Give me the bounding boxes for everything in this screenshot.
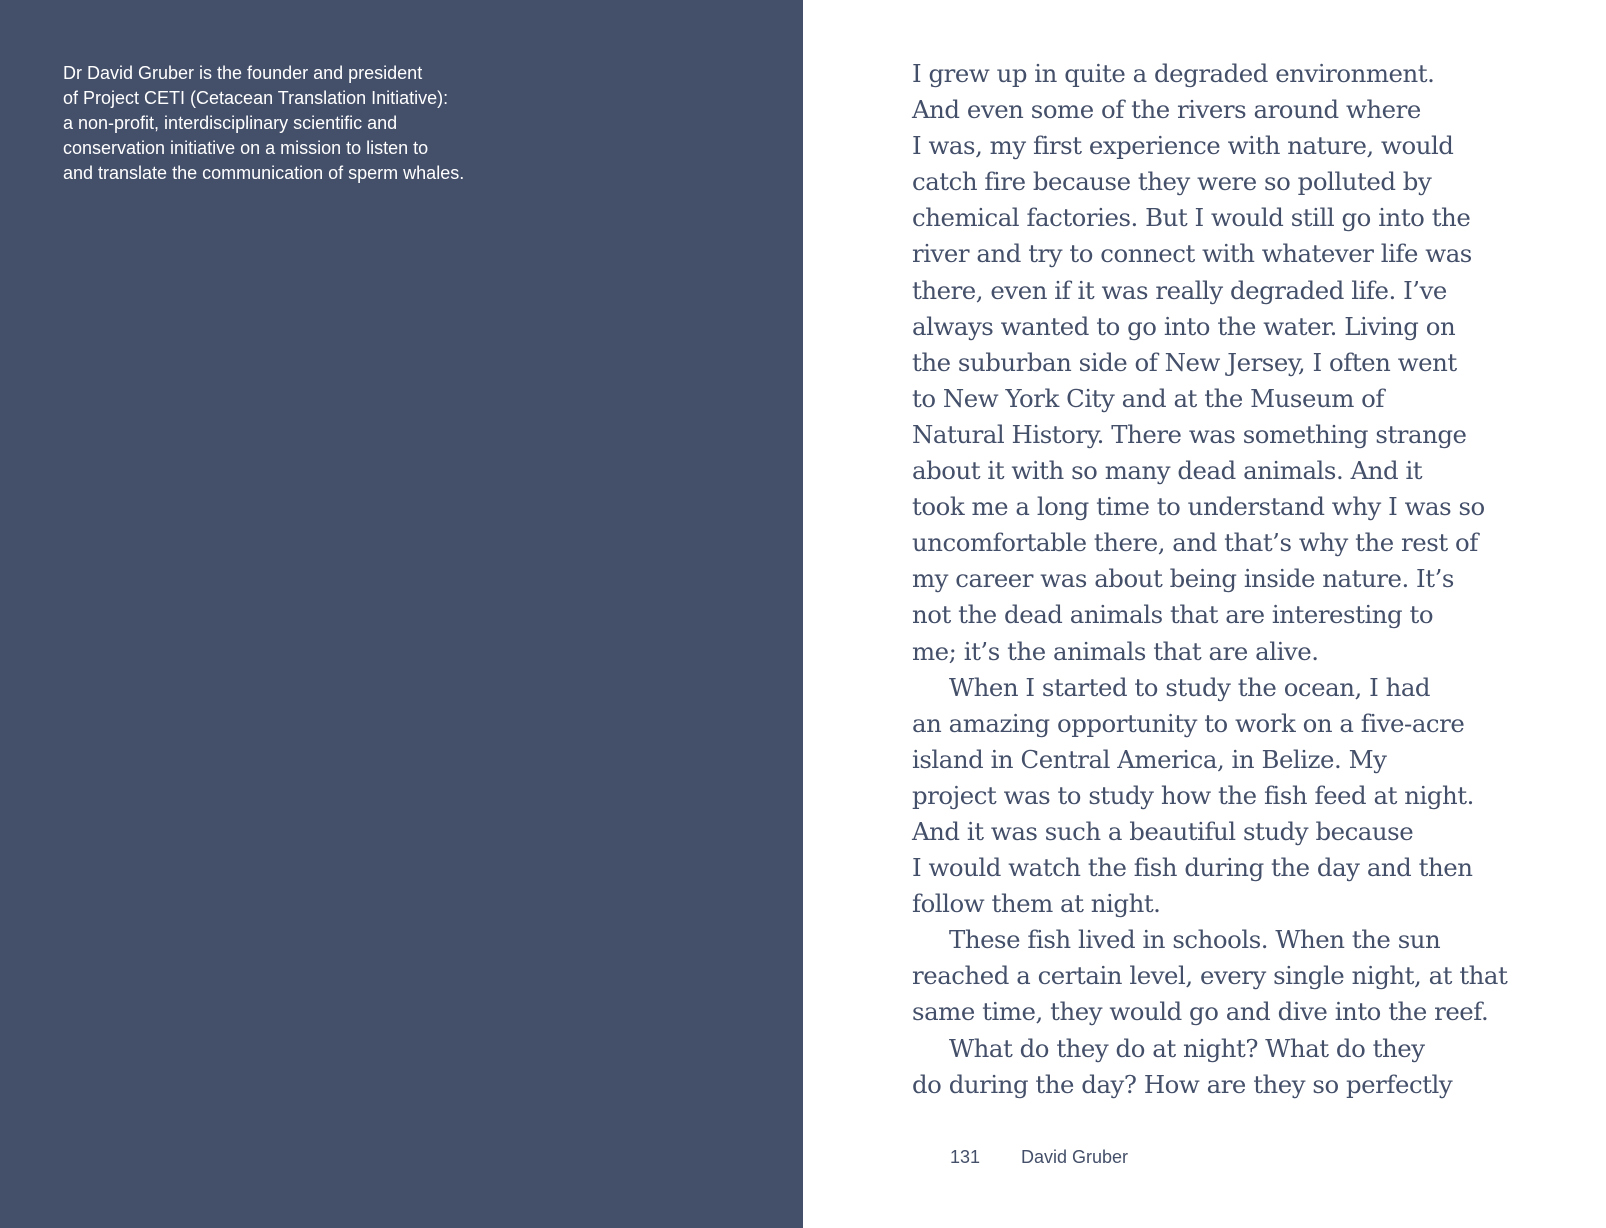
- bio-line: a non-profit, interdisciplinary scientific and: [63, 113, 398, 133]
- text-line: reached a certain level, every single night, at that: [912, 961, 1508, 991]
- text-line: there, even if it was really degraded life. I’ve: [912, 275, 1447, 305]
- text-line: And even some of the rivers around where: [912, 95, 1421, 125]
- text-line: always wanted to go into the water. Living on: [912, 311, 1456, 341]
- text-line: Natural History. There was something strange: [912, 419, 1467, 449]
- paragraph-start-line: When I started to study the ocean, I had: [949, 672, 1431, 702]
- text-line: island in Central America, in Belize. My: [912, 744, 1387, 774]
- right-page: [803, 0, 1606, 1228]
- text-line: to New York City and at the Museum of: [912, 383, 1384, 413]
- text-line: uncomfortable there, and that’s why the rest of: [912, 528, 1478, 558]
- bio-line: conservation initiative on a mission to listen to: [63, 138, 429, 158]
- bio-line: Dr David Gruber is the founder and president: [63, 63, 423, 83]
- text-line: I would watch the fish during the day and then: [912, 853, 1473, 883]
- text-line: the suburban side of New Jersey, I often went: [912, 347, 1457, 377]
- text-line: I grew up in quite a degraded environment.: [912, 59, 1435, 88]
- text-line: took me a long time to understand why I was so: [912, 492, 1485, 522]
- text-line: not the dead animals that are interesting to: [912, 600, 1434, 630]
- text-line: river and try to connect with whatever life was: [912, 239, 1472, 269]
- paragraph-start-line: What do they do at night? What do they: [949, 1033, 1425, 1063]
- text-line: same time, they would go and dive into the reef.: [912, 997, 1489, 1027]
- text-line: project was to study how the fish feed at night.: [912, 780, 1474, 810]
- bio-line: of Project CETI (Cetacean Translation Initiative):: [63, 88, 449, 108]
- text-line: follow them at night.: [912, 889, 1161, 919]
- text-line: And it was such a beautiful study because: [912, 816, 1414, 846]
- running-head: David Gruber: [1021, 1147, 1129, 1167]
- text-line: do during the day? How are they so perfectly: [912, 1069, 1453, 1099]
- text-line: catch fire because they were so polluted by: [912, 167, 1432, 197]
- text-line: an amazing opportunity to work on a five-acre: [912, 708, 1465, 738]
- text-line: chemical factories. But I would still go into the: [912, 203, 1471, 233]
- text-line: my career was about being inside nature. It’s: [912, 564, 1454, 594]
- text-line: I was, my first experience with nature, would: [912, 131, 1454, 161]
- paragraph-start-line: These fish lived in schools. When the sun: [949, 925, 1441, 955]
- text-line: about it with so many dead animals. And it: [912, 456, 1423, 486]
- bio-line: and translate the communication of sperm whales.: [63, 163, 465, 183]
- text-line: me; it’s the animals that are alive.: [912, 636, 1319, 666]
- body-text: [912, 56, 1592, 1103]
- author-bio: [63, 61, 583, 186]
- page-number: 131: [950, 1147, 981, 1167]
